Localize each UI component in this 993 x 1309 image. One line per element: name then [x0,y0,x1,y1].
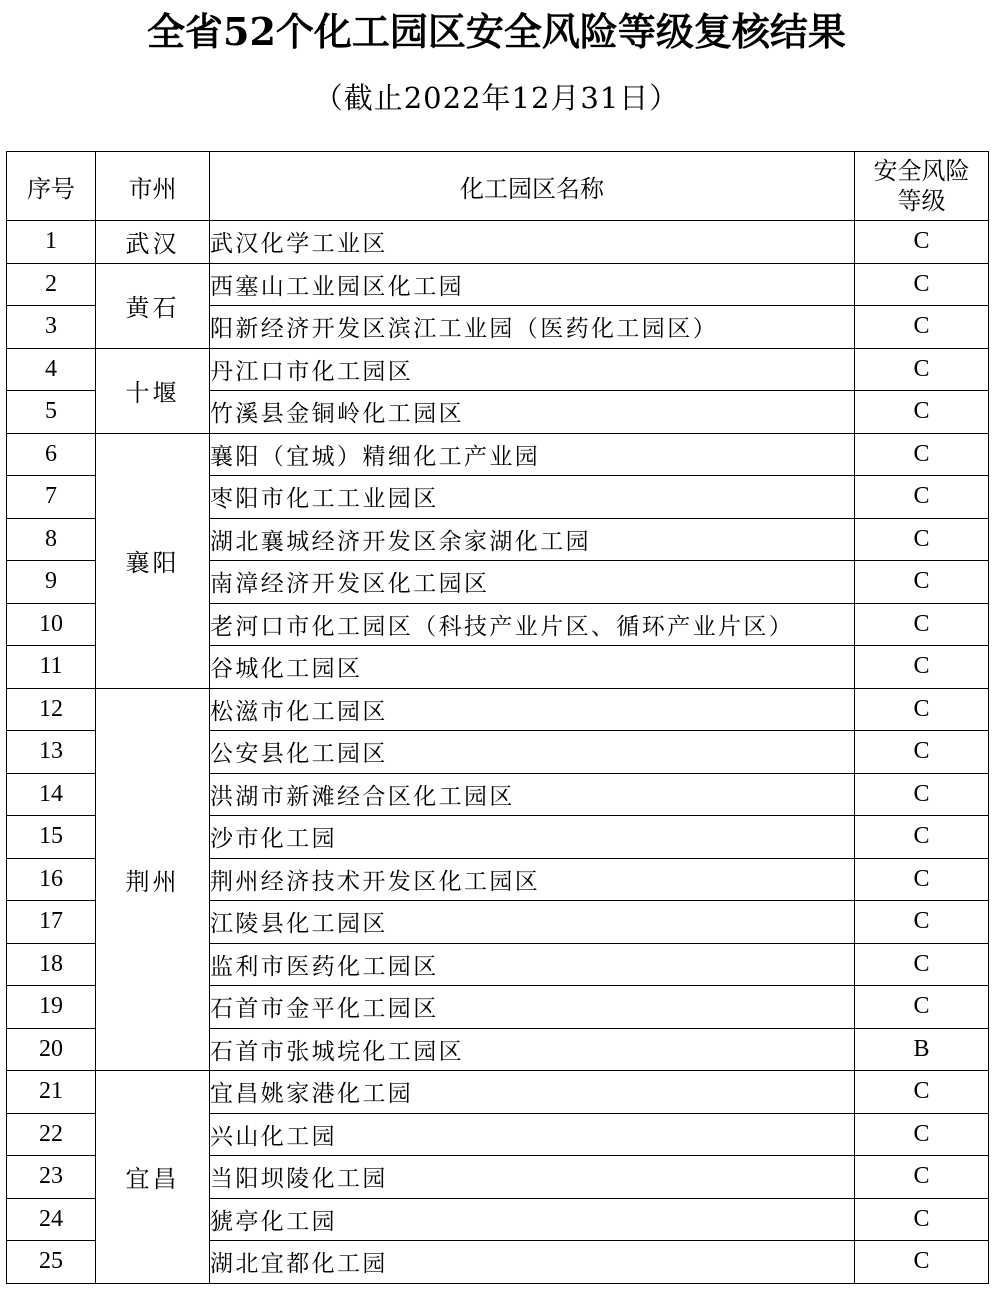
risk-level: C [855,1156,989,1199]
park-name: 襄阳（宜城）精细化工产业园 [210,433,855,476]
park-name: 湖北宜都化工园 [210,1241,855,1284]
header-city: 市州 [96,152,210,221]
row-number: 21 [7,1071,96,1114]
risk-level: C [855,646,989,689]
risk-level: C [855,476,989,519]
risk-level: C [855,306,989,349]
table-row [7,221,989,264]
park-name: 谷城化工园区 [210,646,855,689]
risk-level: B [855,1028,989,1071]
row-number: 12 [7,688,96,731]
city-cell: 荆州 [96,688,210,1071]
risk-level: C [855,858,989,901]
header-level-line1: 安全风险 [873,157,970,185]
risk-level-table [6,151,989,1284]
header-level [855,152,989,221]
park-name: 沙市化工园 [210,816,855,859]
park-name: 兴山化工园 [210,1113,855,1156]
park-name: 湖北襄城经济开发区余家湖化工园 [210,518,855,561]
row-number: 3 [7,306,96,349]
risk-level: C [855,561,989,604]
park-name: 西塞山工业园区化工园 [210,263,855,306]
park-name: 阳新经济开发区滨江工业园（医药化工园区） [210,306,855,349]
park-name: 猇亭化工园 [210,1198,855,1241]
park-name: 江陵县化工园区 [210,901,855,944]
table-row [7,263,989,306]
risk-level: C [855,263,989,306]
city-cell: 襄阳 [96,433,210,688]
row-number: 5 [7,391,96,434]
park-name: 石首市金平化工园区 [210,986,855,1029]
park-name: 公安县化工园区 [210,731,855,774]
risk-level: C [855,986,989,1029]
park-name: 石首市张城垸化工园区 [210,1028,855,1071]
park-name: 枣阳市化工工业园区 [210,476,855,519]
row-number: 2 [7,263,96,306]
risk-level: C [855,391,989,434]
row-number: 22 [7,1113,96,1156]
table-header-row [7,152,989,221]
table-body [7,221,989,1284]
park-name: 老河口市化工园区（科技产业片区、循环产业片区） [210,603,855,646]
header-name: 化工园区名称 [210,152,855,221]
park-name: 丹江口市化工园区 [210,348,855,391]
park-name: 武汉化学工业区 [210,221,855,264]
city-cell: 武汉 [96,221,210,264]
risk-level: C [855,1113,989,1156]
risk-level: C [855,1071,989,1114]
page-title: 全省52个化工园区安全风险等级复核结果 [147,9,846,54]
table-row [7,433,989,476]
row-number: 14 [7,773,96,816]
city-cell: 黄石 [96,263,210,348]
row-number: 13 [7,731,96,774]
header-no: 序号 [7,152,96,221]
header-level-line2: 等级 [897,187,946,215]
park-name: 当阳坝陵化工园 [210,1156,855,1199]
row-number: 17 [7,901,96,944]
row-number: 11 [7,646,96,689]
row-number: 9 [7,561,96,604]
park-name: 松滋市化工园区 [210,688,855,731]
park-name: 洪湖市新滩经合区化工园区 [210,773,855,816]
city-cell: 宜昌 [96,1071,210,1284]
risk-level: C [855,518,989,561]
row-number: 20 [7,1028,96,1071]
row-number: 24 [7,1198,96,1241]
risk-level: C [855,1241,989,1284]
risk-level: C [855,901,989,944]
row-number: 6 [7,433,96,476]
row-number: 18 [7,943,96,986]
park-name: 南漳经济开发区化工园区 [210,561,855,604]
park-name: 竹溪县金铜岭化工园区 [210,391,855,434]
park-name: 宜昌姚家港化工园 [210,1071,855,1114]
row-number: 4 [7,348,96,391]
park-name: 荆州经济技术开发区化工园区 [210,858,855,901]
row-number: 15 [7,816,96,859]
risk-level: C [855,221,989,264]
row-number: 19 [7,986,96,1029]
risk-level: C [855,433,989,476]
risk-level: C [855,816,989,859]
row-number: 16 [7,858,96,901]
row-number: 7 [7,476,96,519]
risk-level: C [855,731,989,774]
risk-level: C [855,943,989,986]
row-number: 25 [7,1241,96,1284]
table-row [7,1071,989,1114]
risk-level: C [855,603,989,646]
city-cell: 十堰 [96,348,210,433]
risk-level: C [855,688,989,731]
row-number: 1 [7,221,96,264]
table-row [7,688,989,731]
row-number: 10 [7,603,96,646]
risk-level: C [855,348,989,391]
risk-level: C [855,773,989,816]
table-row [7,348,989,391]
row-number: 23 [7,1156,96,1199]
park-name: 监利市医药化工园区 [210,943,855,986]
row-number: 8 [7,518,96,561]
risk-level: C [855,1198,989,1241]
page-subtitle: （截止2022年12月31日） [313,81,680,115]
